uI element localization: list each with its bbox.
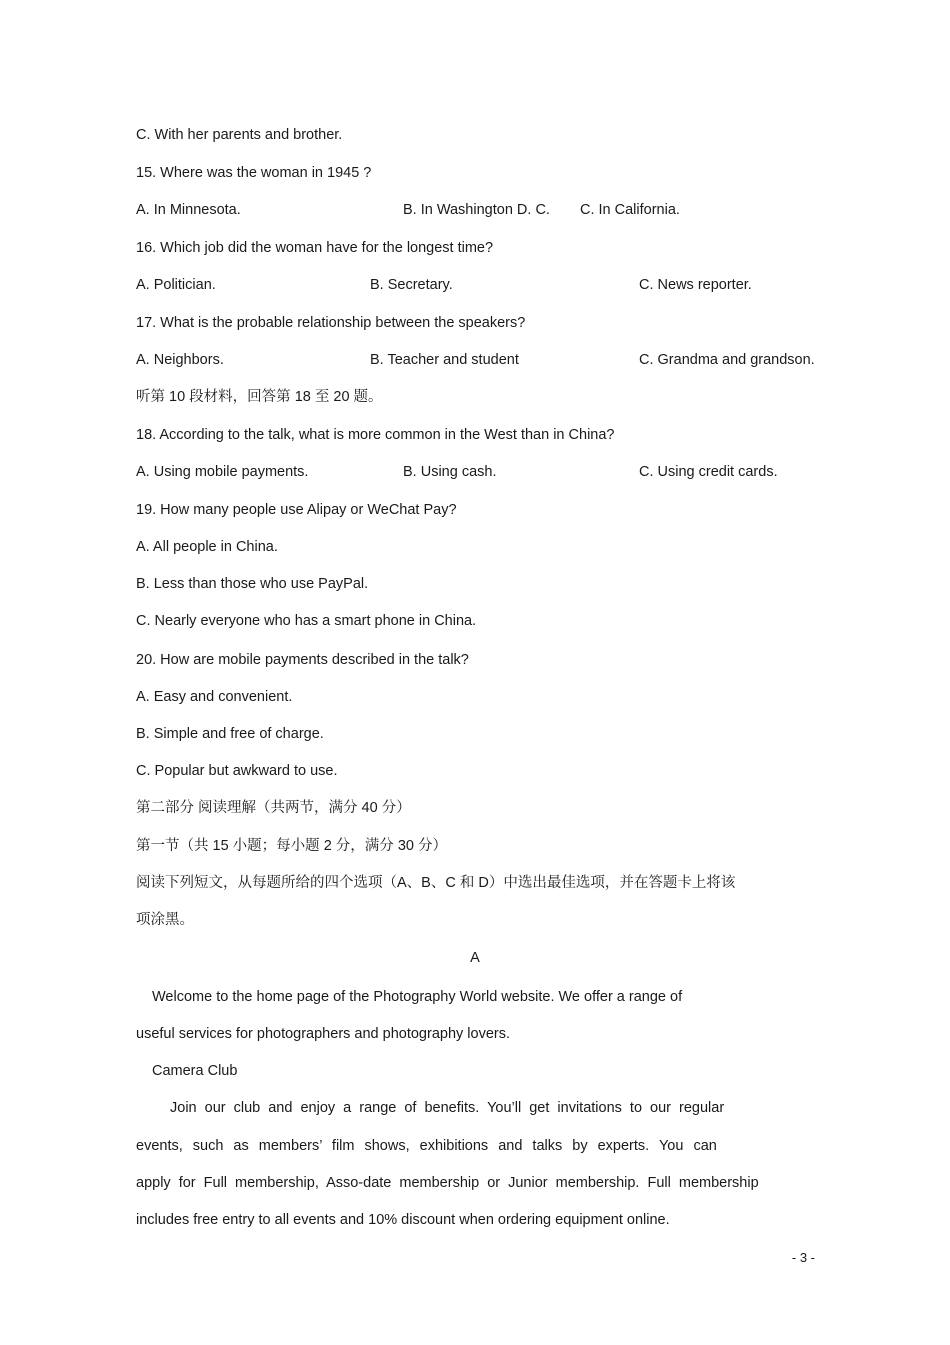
page-number: - 3 -: [791, 1250, 815, 1265]
option-18b: B. Using cash.: [403, 464, 497, 480]
option-18a: A. Using mobile payments.: [136, 464, 309, 480]
option-17b: B. Teacher and student: [370, 352, 519, 368]
option-16b: B. Secretary.: [370, 277, 453, 293]
question-16: 16. Which job did the woman have for the longest time?: [136, 240, 494, 256]
question-17: 17. What is the probable relationship between the speakers?: [136, 315, 526, 331]
option-14c: C. With her parents and brother.: [136, 127, 343, 143]
question-20: 20. How are mobile payments described in the talk?: [136, 652, 469, 668]
paragraph-2-line2: events, such as members’ film shows, exhibitions and talks by experts. You can: [136, 1138, 717, 1154]
camera-club-heading: Camera Club: [152, 1063, 238, 1079]
paragraph-2-line3: apply for Full membership, Asso-date membership or Junior membership. Full membership: [136, 1175, 759, 1191]
paragraph-1-line1: Welcome to the home page of the Photography World website. We offer a range of: [152, 989, 683, 1005]
option-19a: A. All people in China.: [136, 539, 278, 555]
question-18: 18. According to the talk, what is more common in the West than in China?: [136, 427, 615, 443]
part-two-heading: 第二部分 阅读理解（共两节，满分 40 分）: [136, 800, 411, 816]
reading-instruction-line2: 项涂黑。: [136, 912, 194, 928]
reading-instruction-line1: 阅读下列短文，从每题所给的四个选项（A、B、C 和 D）中选出最佳选项，并在答题卡上将该: [136, 875, 736, 891]
question-19: 19. How many people use Alipay or WeChat Pay?: [136, 502, 457, 518]
option-15c: C. In California.: [580, 202, 680, 218]
option-20c: C. Popular but awkward to use.: [136, 763, 338, 779]
paragraph-2-line4: includes free entry to all events and 10% discount when ordering equipment online.: [136, 1212, 670, 1228]
option-16a: A. Politician.: [136, 277, 216, 293]
option-17a: A. Neighbors.: [136, 352, 224, 368]
option-17c: C. Grandma and grandson.: [639, 352, 815, 368]
option-15a: A. In Minnesota.: [136, 202, 241, 218]
instruction-material-10: 听第 10 段材料，回答第 18 至 20 题。: [136, 389, 383, 405]
paragraph-1-line2: useful services for photographers and photography lovers.: [136, 1026, 510, 1042]
option-19c: C. Nearly everyone who has a smart phone in China.: [136, 613, 477, 629]
option-18c: C. Using credit cards.: [639, 464, 778, 480]
paragraph-2-line1: Join our club and enjoy a range of benefits. You’ll get invitations to our regular: [170, 1100, 725, 1116]
passage-a-label: A: [470, 950, 480, 966]
option-20b: B. Simple and free of charge.: [136, 726, 324, 742]
option-16c: C. News reporter.: [639, 277, 752, 293]
option-19b: B. Less than those who use PayPal.: [136, 576, 369, 592]
option-15b: B. In Washington D. C.: [403, 202, 550, 218]
option-20a: A. Easy and convenient.: [136, 689, 293, 705]
question-15: 15. Where was the woman in 1945 ?: [136, 165, 372, 181]
section-one-heading: 第一节（共 15 小题；每小题 2 分，满分 30 分）: [136, 838, 447, 854]
